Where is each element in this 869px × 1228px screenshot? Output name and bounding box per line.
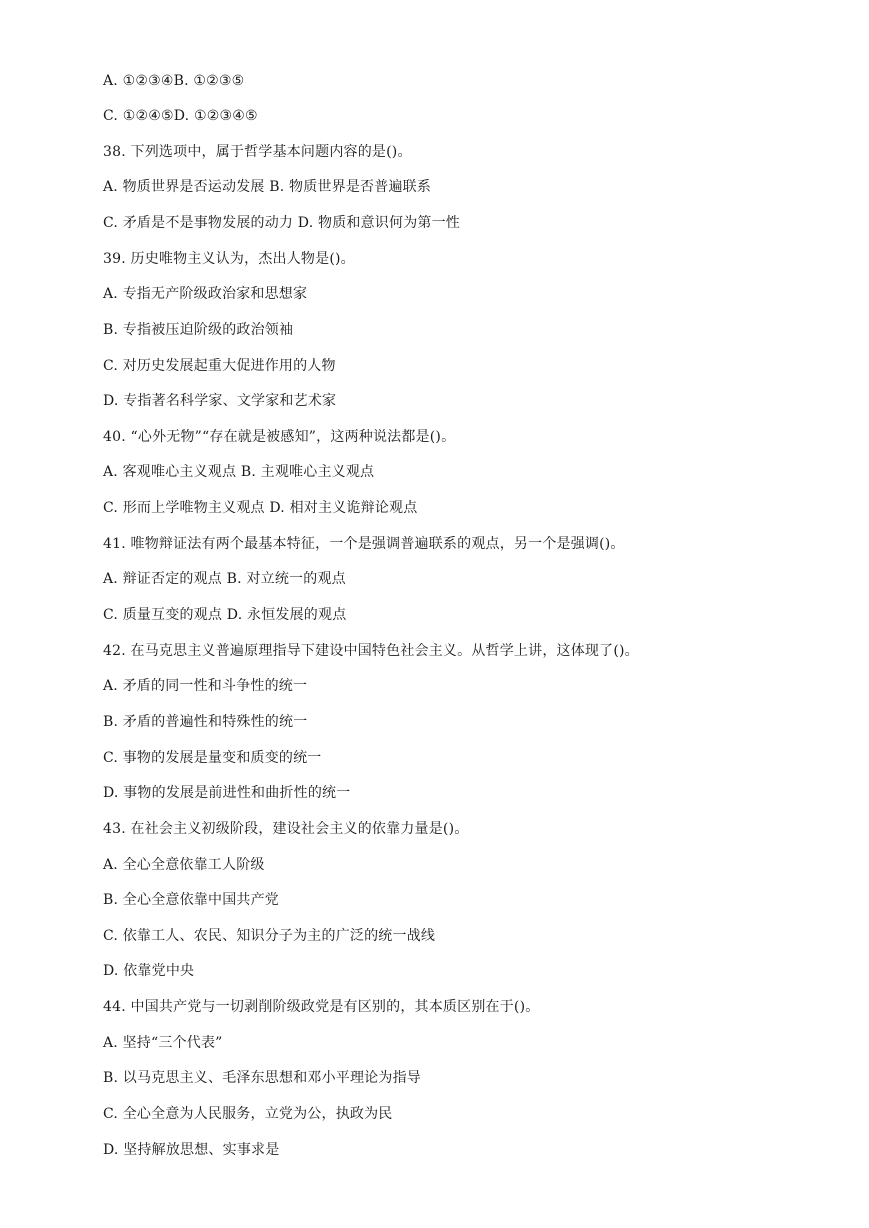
- question-40: 40. “心外无物”“存在就是被感知”，这两种说法都是()。: [103, 429, 456, 445]
- question-44: 44. 中国共产党与一切剥削阶级政党是有区别的，其本质区别在于()。: [103, 999, 540, 1015]
- option-line: D. 事物的发展是前进性和曲折性的统一: [103, 785, 351, 801]
- question-39: 39. 历史唯物主义认为，杰出人物是()。: [103, 251, 355, 267]
- option-line: A. 坚持“三个代表”: [103, 1035, 223, 1051]
- option-line: C. 矛盾是不是事物发展的动力 D. 物质和意识何为第一性: [103, 215, 460, 231]
- option-line: D. 坚持解放思想、实事求是: [103, 1142, 280, 1158]
- option-line: B. 矛盾的普遍性和特殊性的统一: [103, 714, 308, 730]
- option-line: C. 形而上学唯物主义观点 D. 相对主义诡辩论观点: [103, 500, 418, 516]
- option-line: A. 矛盾的同一性和斗争性的统一: [103, 678, 308, 694]
- option-line: A. 物质世界是否运动发展 B. 物质世界是否普遍联系: [103, 179, 432, 195]
- option-line: A. 全心全意依靠工人阶级: [103, 857, 265, 873]
- option-line: C. 依靠工人、农民、知识分子为主的广泛的统一战线: [103, 928, 436, 944]
- option-line: B. 以马克思主义、毛泽东思想和邓小平理论为指导: [103, 1070, 421, 1086]
- option-line: C. ①②④⑤D. ①②③④⑤: [103, 108, 258, 124]
- option-line: C. 质量互变的观点 D. 永恒发展的观点: [103, 607, 347, 623]
- question-42: 42. 在马克思主义普遍原理指导下建设中国特色社会主义。从哲学上讲，这体现了()。: [103, 643, 639, 659]
- option-line: D. 依靠党中央: [103, 963, 195, 979]
- option-line: A. 辩证否定的观点 B. 对立统一的观点: [103, 571, 346, 587]
- question-41: 41. 唯物辩证法有两个最基本特征，一个是强调普遍联系的观点，另一个是强调()。: [103, 536, 625, 552]
- question-38: 38. 下列选项中，属于哲学基本问题内容的是()。: [103, 144, 412, 160]
- option-line: A. 客观唯心主义观点 B. 主观唯心主义观点: [103, 464, 375, 480]
- option-line: C. 全心全意为人民服务，立党为公，执政为民: [103, 1106, 393, 1122]
- question-43: 43. 在社会主义初级阶段，建设社会主义的依靠力量是()。: [103, 821, 469, 837]
- option-line: C. 事物的发展是量变和质变的统一: [103, 750, 322, 766]
- option-line: A. 专指无产阶级政治家和思想家: [103, 286, 308, 302]
- option-line: A. ①②③④B. ①②③⑤: [103, 73, 245, 89]
- option-line: D. 专指著名科学家、文学家和艺术家: [103, 393, 337, 409]
- option-line: B. 全心全意依靠中国共产党: [103, 892, 279, 908]
- option-line: B. 专指被压迫阶级的政治领袖: [103, 322, 294, 338]
- option-line: C. 对历史发展起重大促进作用的人物: [103, 358, 336, 374]
